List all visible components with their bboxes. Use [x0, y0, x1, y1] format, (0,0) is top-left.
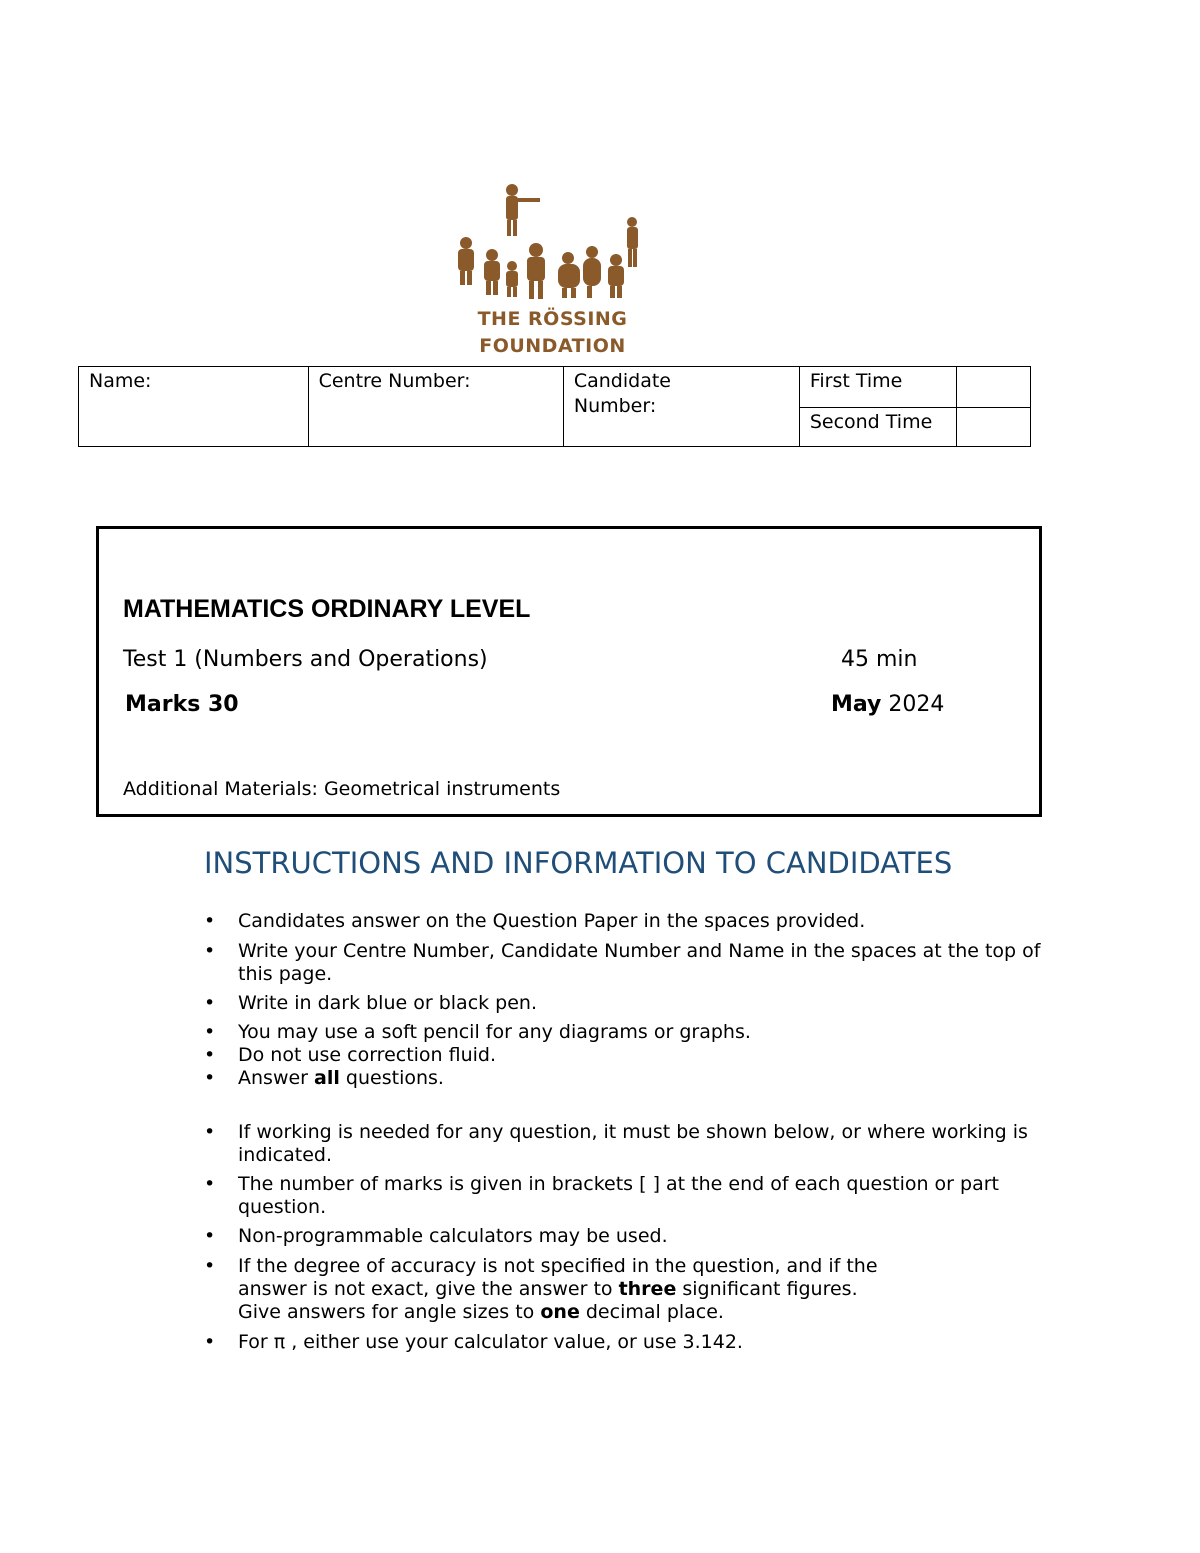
list-item: • Do not use correction fluid. [204, 1044, 497, 1066]
first-time-cell [799, 367, 956, 408]
test-title: Test 1 (Numbers and Operations) [123, 647, 488, 672]
first-time-box[interactable] [957, 367, 1031, 408]
foundation-logo [450, 180, 655, 360]
list-item: • If working is needed for any question, it must be shown below, or where working is indicated. [204, 1121, 1028, 1166]
people-silhouette-icon [450, 180, 655, 305]
list-item: • Write your Centre Number, Candidate Number and Name in the spaces at the top of this page. [204, 940, 1041, 985]
exam-date [831, 692, 944, 717]
logo-text-line2: FOUNDATION [479, 335, 626, 357]
logo-text-line1: THE RÖSSING [477, 308, 628, 330]
centre-number-label: Centre Number: [318, 370, 471, 392]
list-item: • If the degree of accuracy is not specified in the question, and if the answer is not exact, give the answer to three significant figures. Give answers for angle sizes to one decimal place. [204, 1255, 878, 1323]
list-item: • Write in dark blue or black pen. [204, 992, 538, 1014]
exam-year: 2024 [888, 692, 945, 717]
first-time-label: First Time [809, 370, 903, 392]
second-time-cell [799, 408, 956, 447]
list-item: • For π , either use your calculator value, or use 3.142. [204, 1331, 743, 1353]
second-time-label: Second Time [809, 411, 933, 433]
instructions-heading: INSTRUCTIONS AND INFORMATION TO CANDIDATES [204, 846, 953, 880]
candidate-number-cell[interactable] [563, 367, 799, 447]
centre-number-cell[interactable] [308, 367, 563, 447]
additional-materials: Additional Materials: Geometrical instruments [123, 778, 561, 800]
list-item: • Candidates answer on the Question Paper in the spaces provided. [204, 910, 866, 932]
subject-title: MATHEMATICS ORDINARY LEVEL [123, 595, 531, 623]
exam-month: May [831, 692, 882, 717]
list-item: • Answer all questions. [204, 1067, 444, 1089]
candidate-number-label: Candidate Number: [573, 370, 671, 417]
duration: 45 min [841, 647, 918, 672]
name-cell[interactable] [79, 367, 309, 447]
second-time-box[interactable] [957, 408, 1031, 447]
list-item: • The number of marks is given in brackets [ ] at the end of each question or part question. [204, 1173, 999, 1218]
total-marks: Marks 30 [125, 692, 239, 717]
list-item: • Non-programmable calculators may be used. [204, 1225, 668, 1247]
exam-info-box [96, 526, 1042, 817]
candidate-details-table [78, 366, 1031, 447]
list-item: • You may use a soft pencil for any diagrams or graphs. [204, 1021, 751, 1043]
name-label: Name: [89, 370, 152, 392]
